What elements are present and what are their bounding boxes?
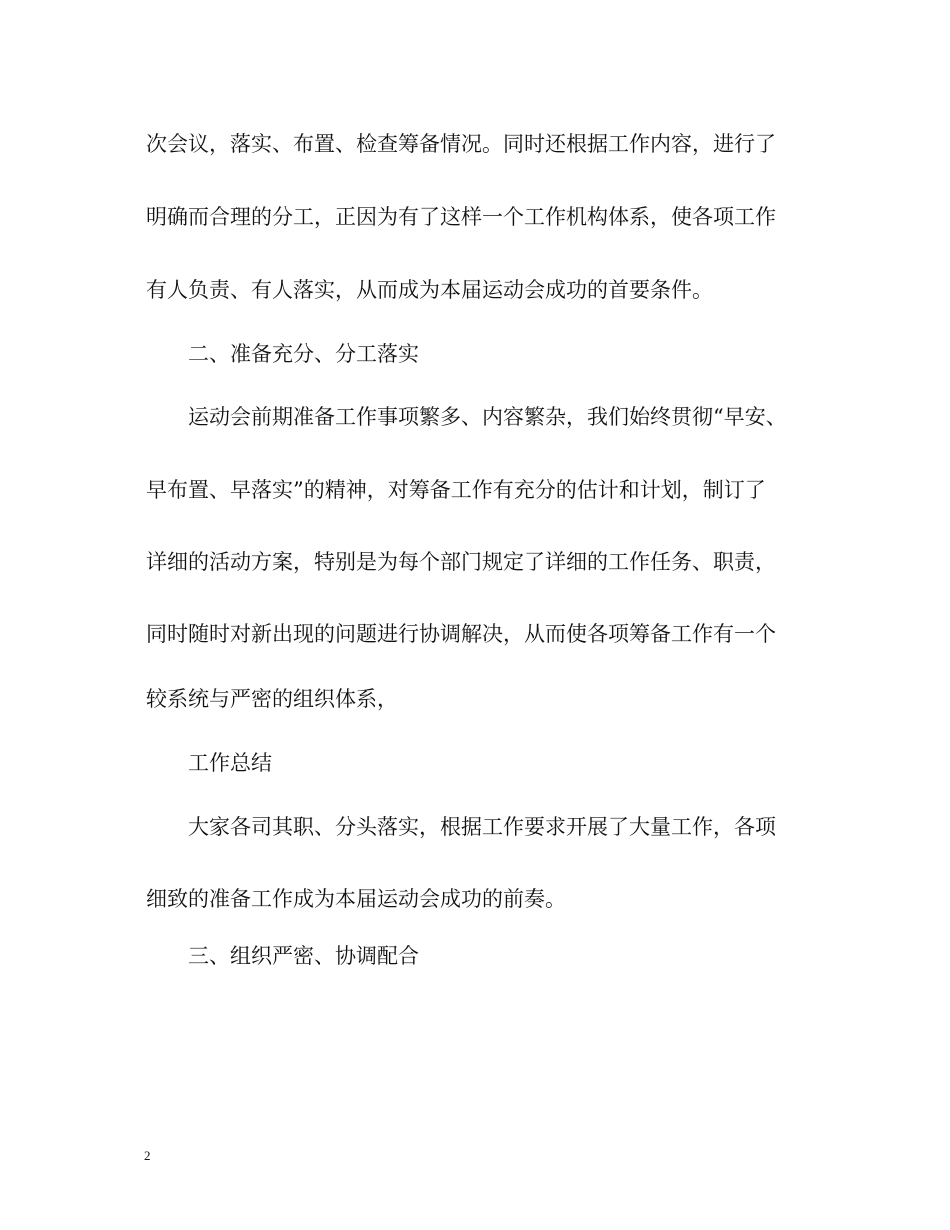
subheading: 工作总结 (188, 751, 272, 775)
body-text-line: 细致的准备工作成为本届运动会成功的前奏。 (146, 887, 566, 911)
body-text-line: 运动会前期准备工作事项繁多、内容繁杂，我们始终贯彻“早安、 (188, 405, 787, 429)
body-text-line: 明确而合理的分工，正因为有了这样一个工作机构体系，使各项工作 (146, 205, 776, 229)
body-text-line: 详细的活动方案，特别是为每个部门规定了详细的工作任务、职责， (146, 550, 776, 574)
section-heading: 二、准备充分、分工落实 (188, 342, 419, 366)
body-text-line: 次会议，落实、布置、检查筹备情况。同时还根据工作内容，进行了 (146, 132, 776, 156)
body-text-line: 有人负责、有人落实，从而成为本届运动会成功的首要条件。 (146, 278, 713, 302)
body-text-line: 早布置、早落实”的精神，对筹备工作有充分的估计和计划，制订了 (146, 478, 766, 502)
body-text-line: 同时随时对新出现的问题进行协调解决，从而使各项筹备工作有一个 (146, 622, 776, 646)
page-number: 2 (144, 1148, 151, 1163)
body-text-line: 较系统与严密的组织体系， (146, 687, 398, 711)
body-text-line: 大家各司其职、分头落实，根据工作要求开展了大量工作，各项 (188, 815, 776, 839)
section-heading: 三、组织严密、协调配合 (188, 944, 419, 968)
